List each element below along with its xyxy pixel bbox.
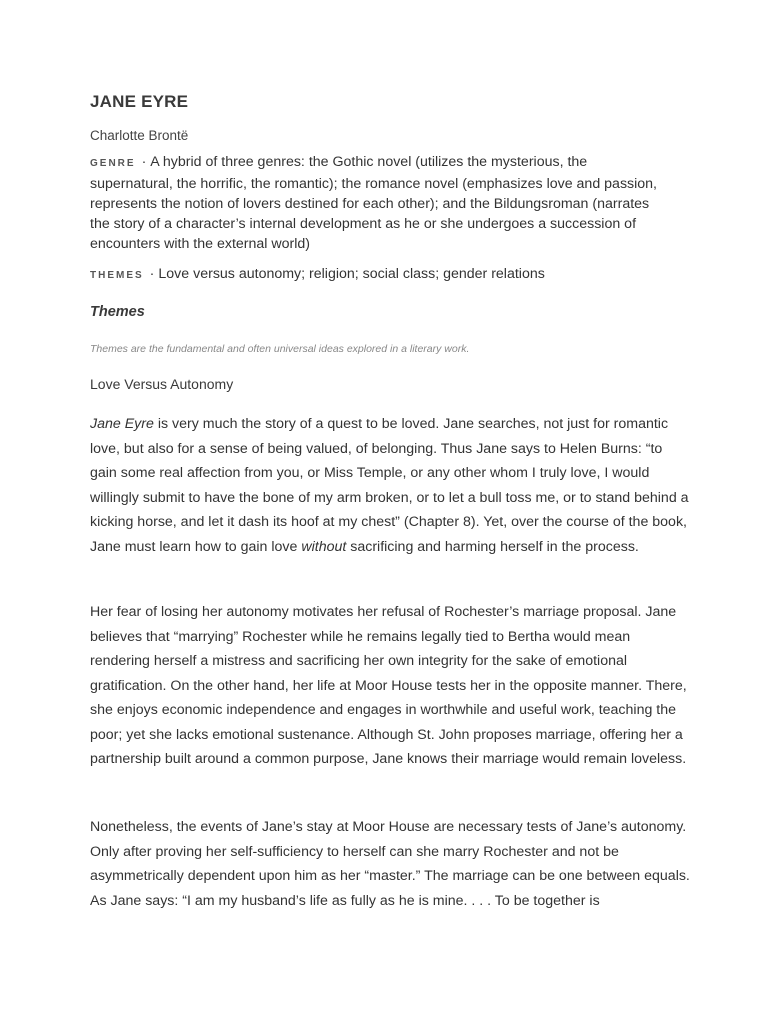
paragraph-1 (90, 412, 690, 559)
book-title-italic: Jane Eyre (90, 416, 154, 432)
author-name: Charlotte Brontë (90, 128, 189, 143)
paragraph-1-text-a: is very much the story of a quest to be loved. Jane searches, not just for romantic love, but also for a sense of being valued, of belonging. Thus Jane says to Helen Burns: “to gain some real affection from you, or Miss Temple, or any other whom I truly love, I would willingly submit to have the bone of my arm broken, or to let a bull toss me, or to stand behind a kicking horse, and let it dash its hoof at my chest” (Chapter 8). Yet, over the course of the book, Jane must learn how to gain love (90, 416, 689, 555)
paragraph-3: Nonetheless, the events of Jane’s stay at Moor House are necessary tests of Jane’s autonomy. Only after proving her self-sufficiency to herself can she marry Rochester and not be asymmetrically dependent upon him as her “master.” The marriage can be one between equals. As Jane says: “I am my husband’s life as fully as he is mine. . . . To be together is (90, 819, 690, 909)
themes-meta-block (90, 264, 670, 286)
themes-label: THEMES (90, 270, 144, 281)
themes-separator: · (149, 266, 155, 282)
genre-separator: · (141, 154, 147, 170)
genre-block (90, 152, 670, 254)
genre-text: A hybrid of three genres: the Gothic novel (utilizes the mysterious, the supernatural, the horrific, the romantic); the romance novel (emphasizes love and passion, represents the notion of lovers destined for each other); and the Bildungsroman (narrates the story of a character’s internal development as he or she undergoes a succession of encounters with the external world) (90, 154, 658, 252)
genre-label: GENRE (90, 158, 136, 169)
section-title: Themes (90, 304, 145, 320)
paragraph-2: Her fear of losing her autonomy motivates her refusal of Rochester’s marriage proposal. Jane believes that “marrying” Rochester while he remains legally tied to Bertha would mean rendering herself a mistress and sacrificing her own integrity for the sake of emotional gratification. On the other hand, her life at Moor House tests her in the opposite manner. There, she enjoys economic independence and engages in worthwhile and useful work, teaching the poor; yet she lacks emotional sustenance. Although St. John proposes marriage, offering her a partnership built around a common purpose, Jane knows their marriage would remain loveless. (90, 604, 687, 767)
paragraph-1-text-b: sacrificing and harming herself in the process. (346, 538, 639, 555)
section-intro: Themes are the fundamental and often universal ideas explored in a literary work. (90, 343, 470, 355)
themes-text: Love versus autonomy; religion; social class; gender relations (158, 266, 545, 282)
book-title: JANE EYRE (90, 92, 189, 111)
subheading: Love Versus Autonomy (90, 376, 234, 392)
emphasis-word: without (301, 538, 347, 555)
